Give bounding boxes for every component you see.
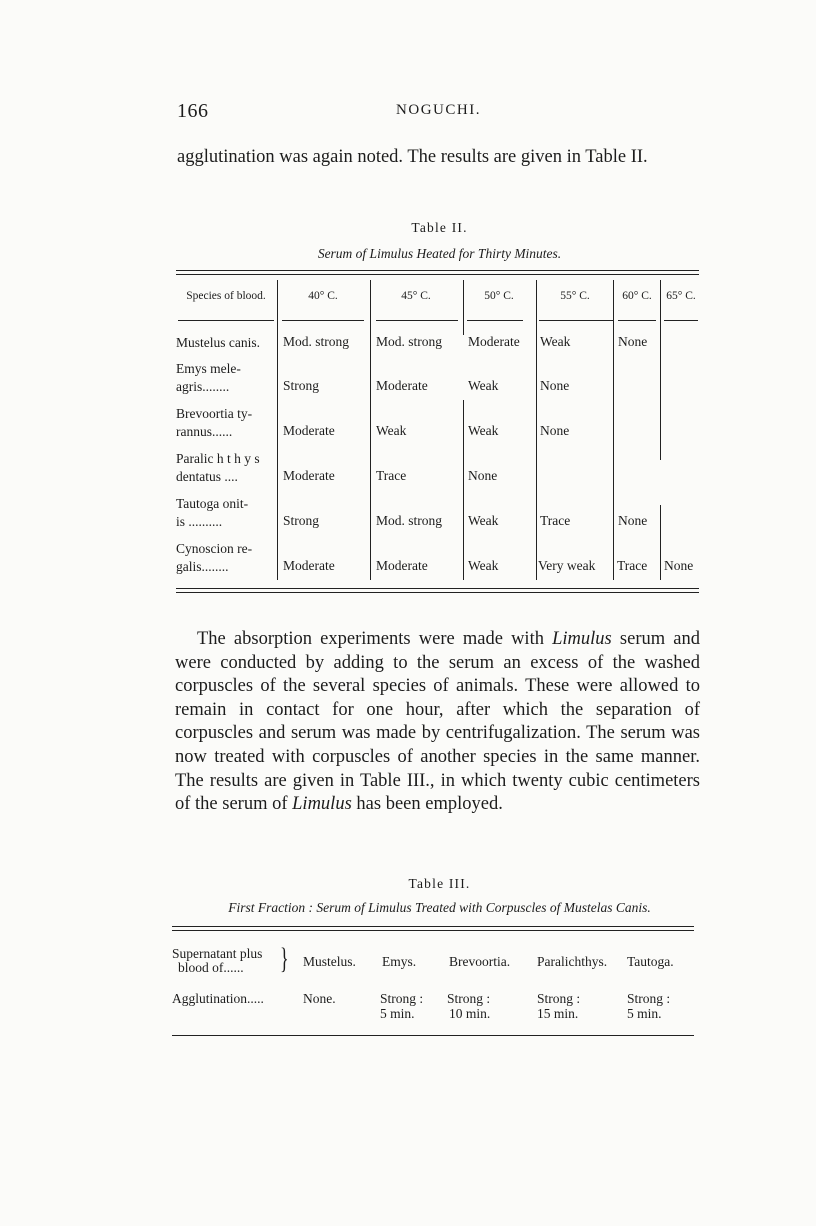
table2-cell: None xyxy=(618,334,648,349)
table2-cell: Weak xyxy=(468,513,499,528)
table2-header-underline xyxy=(178,320,274,321)
body-paragraph: The absorption experiments were made with Limulus serum and were conducted by adding to the serum an excess of the washed corpuscles of the several species of animals. These were allowed to remain in contact for one hour, after which the separation of corpuscles and serum was made by centrifugalization. The serum was now treated with corpuscles of another species in the same manner. The results are given in Table III., in which twenty cubic centimeters of the serum of Limulus has been employed. xyxy=(175,629,700,815)
table3-subtitle: First Fraction : Serum of Limulus Treated with Corpuscles of Mustelas Canis. xyxy=(228,900,651,915)
table3-result-strength: Strong : xyxy=(627,991,671,1006)
table3-result-time: 5 min. xyxy=(627,1006,662,1021)
table2-cell: Strong xyxy=(283,378,320,393)
table2-cell: None xyxy=(618,513,648,528)
table2-column-rule xyxy=(660,505,661,580)
table3-result-strength: None. xyxy=(303,991,336,1006)
table2-species: Mustelus canis. xyxy=(176,335,260,350)
table3-result-time: 5 min. xyxy=(380,1006,415,1021)
table2-cell: None xyxy=(664,558,694,573)
table2-column-rule xyxy=(277,280,278,580)
table2-column-rule xyxy=(463,400,464,580)
table2-cell: Weak xyxy=(376,423,407,438)
table2-top-rule xyxy=(176,270,699,271)
table2-header-65c: 65° C. xyxy=(666,290,696,302)
table2-cell: Very weak xyxy=(538,558,596,573)
table2-cell: None xyxy=(540,378,570,393)
table2-cell: Mod. strong xyxy=(283,334,350,349)
table2-subtitle: Serum of Limulus Heated for Thirty Minutes. xyxy=(317,246,562,261)
table2-cell: Trace xyxy=(540,513,571,528)
table2-cell: Moderate xyxy=(376,378,428,393)
table2-cell: Trace xyxy=(617,558,648,573)
table2-bottom-rule xyxy=(176,588,699,589)
table2-header-40c: 40° C. xyxy=(308,290,338,302)
table2-header-60c: 60° C. xyxy=(622,290,652,302)
table3-row-label: Agglutination..... xyxy=(172,991,264,1006)
table3-caption: Table III. xyxy=(408,876,471,891)
table3-top-rule-2 xyxy=(172,930,694,931)
table3-result-time: 15 min. xyxy=(537,1006,579,1021)
table2-header-species: Species of blood. xyxy=(186,290,266,302)
table2-column-rule xyxy=(613,280,614,580)
table2-column-rule xyxy=(660,280,661,460)
table2-cell: Moderate xyxy=(283,423,335,438)
table2-species: Cynoscion re- galis........ xyxy=(176,541,253,574)
table3-top-rule xyxy=(172,926,694,927)
intro-paragraph: agglutination was again noted. The results are given in Table II. xyxy=(177,147,648,167)
table2-cell: Moderate xyxy=(283,468,335,483)
table2-header-underline xyxy=(539,320,613,321)
table2-cell: Weak xyxy=(468,378,499,393)
table3-result-time: 10 min. xyxy=(449,1006,491,1021)
table2-cell: Mod. strong xyxy=(376,334,443,349)
table3-row-header-line1: Supernatant plus xyxy=(172,946,263,961)
table2-header-underline xyxy=(376,320,458,321)
table2-cell: Trace xyxy=(376,468,407,483)
table2-species: Paralic h t h y s dentatus .... xyxy=(176,451,260,484)
page-number: 166 xyxy=(177,100,209,122)
table2-header-underline xyxy=(618,320,656,321)
table3-column-header: Mustelus. xyxy=(303,954,356,969)
table2-caption: Table II. xyxy=(411,220,468,235)
table2-cell: None xyxy=(468,468,498,483)
table2-species: Emys mele- agris........ xyxy=(176,361,241,394)
table2-header-50c: 50° C. xyxy=(484,290,514,302)
table3-column-header: Paralichthys. xyxy=(537,954,608,969)
table2-top-rule-2 xyxy=(176,274,699,275)
table2-column-rule xyxy=(370,280,371,580)
table2-cell: Weak xyxy=(468,558,499,573)
table2 xyxy=(176,270,699,600)
table3-result-strength: Strong : xyxy=(380,991,424,1006)
table3-column-header: Brevoortia. xyxy=(449,954,511,969)
table3-column-header: Tautoga. xyxy=(627,954,674,969)
table2-bottom-rule-2 xyxy=(176,592,699,593)
table3 xyxy=(172,926,694,1041)
table2-header-45c: 45° C. xyxy=(401,290,431,302)
table2-species: Tautoga onit- is .......... xyxy=(176,496,249,529)
table2-header-underline xyxy=(664,320,698,321)
table2-column-rule xyxy=(463,280,464,335)
table2-header-underline xyxy=(282,320,364,321)
table2-header-underline xyxy=(467,320,523,321)
table3-bottom-rule xyxy=(172,1035,694,1036)
table3-result-strength: Strong : xyxy=(537,991,581,1006)
table2-cell: None xyxy=(540,423,570,438)
table2-cell: Mod. strong xyxy=(376,513,443,528)
table2-cell: Moderate xyxy=(283,558,335,573)
table2-cell: Weak xyxy=(540,334,571,349)
table3-brace: } xyxy=(280,942,289,975)
table2-cell: Moderate xyxy=(376,558,428,573)
table3-result-strength: Strong : xyxy=(447,991,491,1006)
table2-species: Brevoortia ty- rannus...... xyxy=(176,406,253,439)
table2-cell: Moderate xyxy=(468,334,520,349)
table2-column-rule xyxy=(536,280,537,580)
table2-header-55c: 55° C. xyxy=(560,290,590,302)
table2-cell: Strong xyxy=(283,513,320,528)
running-head: NOGUCHI. xyxy=(396,102,481,118)
page-header xyxy=(177,100,700,124)
table2-cell: Weak xyxy=(468,423,499,438)
table3-row-header-line2: blood of...... xyxy=(178,960,244,975)
table3-column-header: Emys. xyxy=(382,954,417,969)
